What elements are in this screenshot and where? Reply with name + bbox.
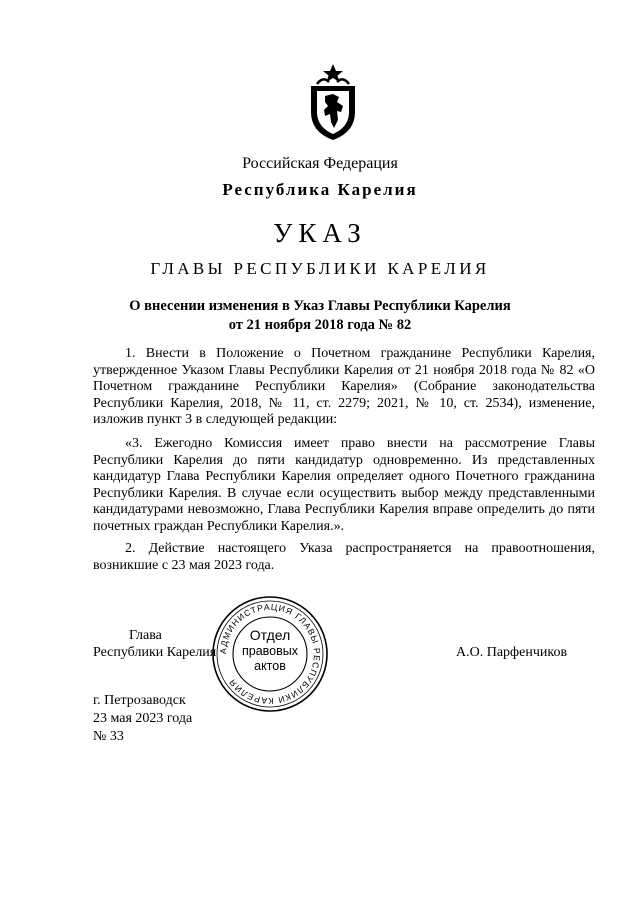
issue-city: г. Петрозаводск (93, 693, 186, 708)
issue-date: 23 мая 2023 года (93, 711, 193, 726)
stamp-line-3: актов (254, 659, 286, 673)
subject-line-2: от 21 ноября 2018 года № 82 (228, 317, 412, 333)
paragraph-quoted-item-3: «3. Ежегодно Комиссия имеет право внести на рассмотрение Главы Республики Карелия до пяти кандидатур одновременно. Из представленных кандидатур Глава Республики Карелия определяет одного Почетного гражданина Республики Карелия. В случае если осуществить выбор между представленными кандидатурами невозможно, Глава Республики Карелия вправе определить до пяти почетных граждан Республики Карелия.». (93, 436, 595, 534)
paragraph-1: 1. Внести в Положение о Почетном гражданине Республики Карелия, утвержденное Указом Главы Республики Карелия от 21 ноября 2018 года № 82 «О Почетном гражданине Республики Карелия» (Собрание законодательства Республики Карелия, 2018, № 11, ст. 2279; 2021, № 10, ст. 2534), изменение, изложив пункт 3 в следующей редакции: (93, 346, 595, 428)
stamp-line-2: правовых (242, 644, 298, 658)
subject-line-1: О внесении изменения в Указ Главы Республики Карелия (129, 298, 511, 314)
decree-number: № 33 (93, 729, 124, 744)
document-type-title: УКАЗ (273, 218, 367, 248)
paragraph-2: 2. Действие настоящего Указа распространяется на правоотношения, возникшие с 23 мая 2023 года. (93, 541, 595, 573)
signatory-title-line-1: Глава (129, 628, 162, 643)
official-stamp (210, 594, 330, 714)
country-name: Российская Федерация (242, 155, 398, 172)
emblem-branch-left-icon (317, 79, 329, 84)
signatory-name: А.О. Парфенчиков (456, 645, 568, 660)
stamp-ring-text: АДМИНИСТРАЦИЯ ГЛАВЫ РЕСПУБЛИКИ КАРЕЛИЯ (217, 601, 323, 707)
stamp-line-1: Отдел (249, 627, 291, 643)
signatory-title-line-2: Республики Карелия (93, 645, 217, 660)
emblem-branch-right-icon (337, 79, 349, 84)
issuer-line: ГЛАВЫ РЕСПУБЛИКИ КАРЕЛИЯ (150, 259, 490, 278)
republic-name: Республика Карелия (222, 180, 418, 199)
karelia-coat-of-arms-emblem (303, 62, 363, 142)
